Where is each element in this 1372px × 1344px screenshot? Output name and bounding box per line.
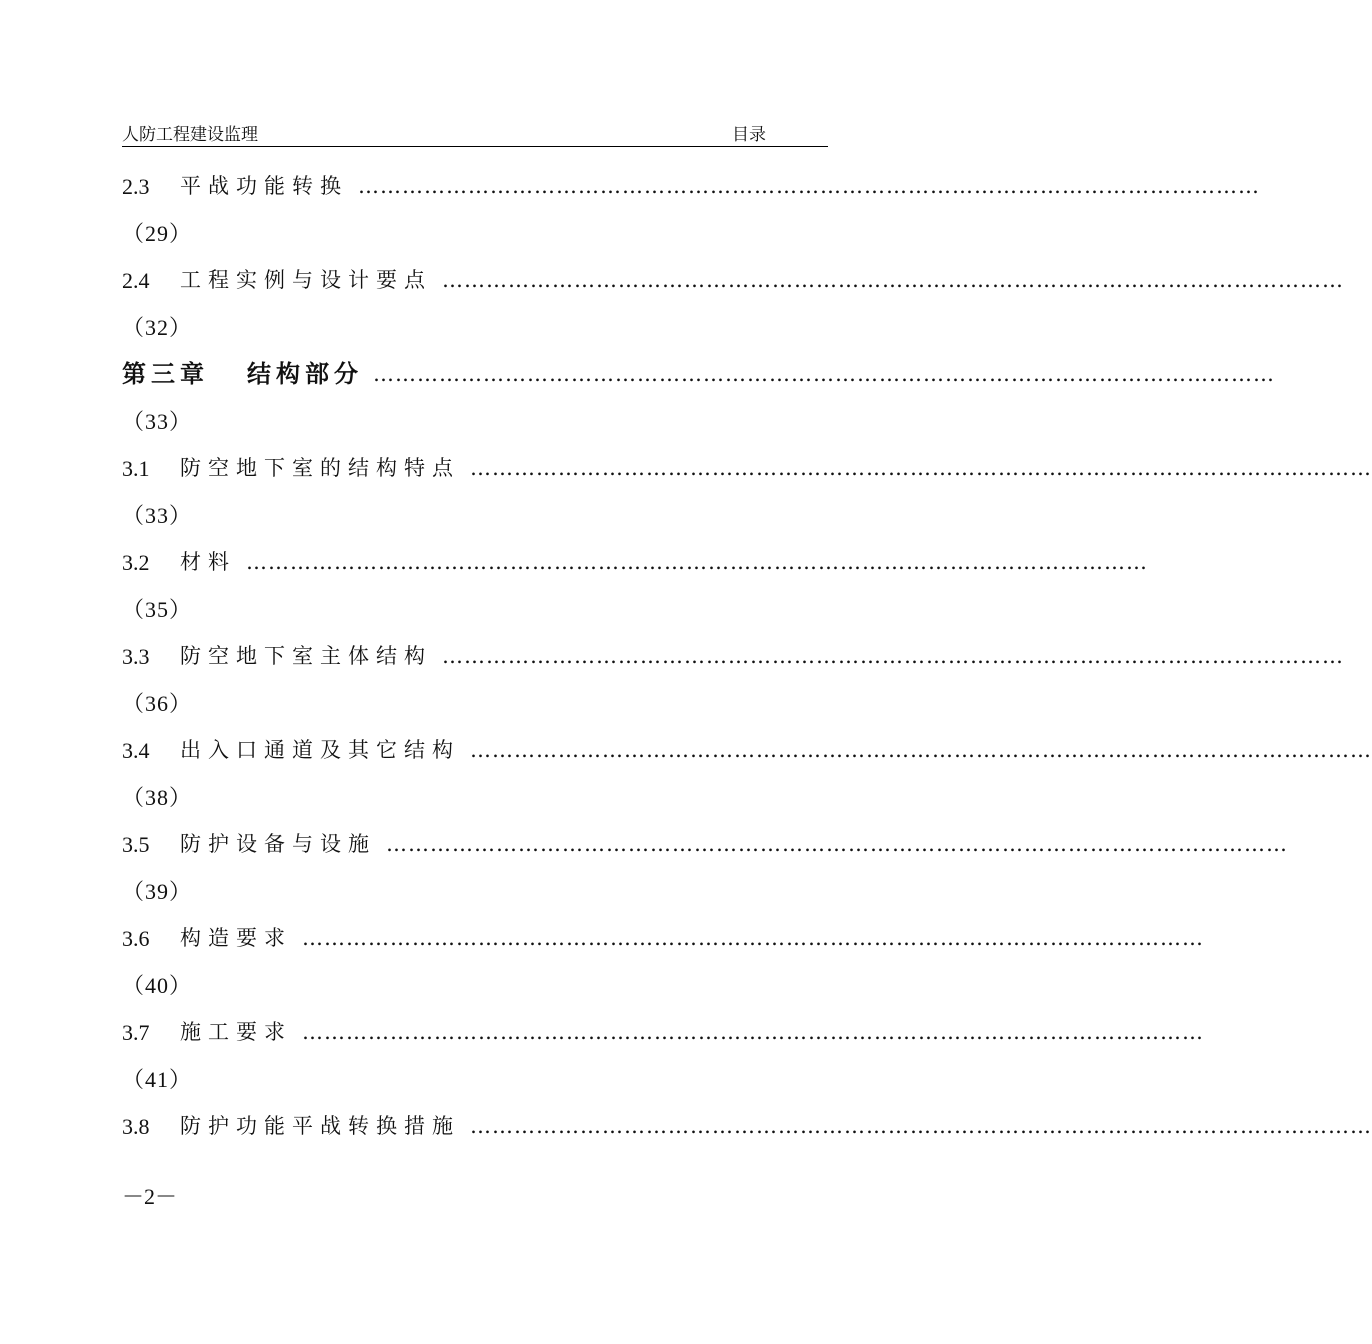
page-header	[122, 116, 828, 147]
toc-entry-title: 平战功能转换	[180, 174, 348, 198]
toc-leader-dots: ……………………………………………………………………………………………………………	[442, 268, 1344, 292]
toc-entry-title: 防护功能平战转换措施	[180, 1114, 460, 1138]
toc-entry[interactable]	[122, 633, 1344, 680]
toc-entry-page: （35）	[122, 597, 193, 622]
toc-leader-dots: ……………………………………………………………………………………………………………	[470, 738, 1372, 762]
toc-entry-number: 3.7	[122, 1020, 150, 1045]
toc-entry-title: 防空地下室主体结构	[180, 644, 432, 668]
toc-entry-number: 2.3	[122, 174, 150, 199]
toc-entry[interactable]	[122, 727, 1372, 774]
toc-entry[interactable]	[122, 539, 1148, 586]
toc-entry-title: 材料	[180, 550, 236, 574]
toc-entry[interactable]	[122, 257, 1344, 304]
toc-entry-title: 工程实例与设计要点	[180, 268, 432, 292]
toc-entry-number: 3.5	[122, 832, 150, 857]
toc-entry-number: 3.8	[122, 1114, 150, 1139]
toc-leader-dots: ……………………………………………………………………………………………………………	[470, 456, 1372, 480]
toc-leader-dots: ……………………………………………………………………………………………………………	[302, 1020, 1204, 1044]
toc-leader-dots: ……………………………………………………………………………………………………………	[373, 362, 1275, 386]
toc-entry-title: 构造要求	[180, 926, 292, 950]
toc-leader-dots: ……………………………………………………………………………………………………………	[302, 926, 1204, 950]
toc-entry-page: （36）	[122, 691, 193, 716]
toc-entry-title: 防空地下室的结构特点	[180, 456, 460, 480]
toc-leader-dots: ……………………………………………………………………………………………………………	[358, 174, 1260, 198]
toc-entry-number: 3.6	[122, 926, 150, 951]
toc-entry-title: 出入口通道及其它结构	[180, 738, 460, 762]
toc-entry-page: （39）	[122, 879, 193, 904]
toc-entry-page: （33）	[122, 409, 193, 434]
toc-chapter-entry[interactable]	[122, 351, 1275, 398]
toc-chapter-title: 结构部分	[247, 360, 363, 388]
toc-entry[interactable]	[122, 445, 1372, 492]
toc-entry-page: （29）	[122, 221, 193, 246]
toc-entry-page: （32）	[122, 315, 193, 340]
toc-entry-number: 3.4	[122, 738, 150, 763]
toc-entry[interactable]	[122, 163, 1260, 210]
toc-entry-number: 3.3	[122, 644, 150, 669]
toc-entry-number: 3.2	[122, 550, 150, 575]
header-book-title: 人防工程建设监理	[122, 125, 258, 145]
header-section-title: 目录	[732, 125, 766, 145]
toc-entry[interactable]	[122, 1103, 1372, 1150]
toc-entry-title: 防护设备与设施	[180, 832, 376, 856]
toc-entry-page: （41）	[122, 1067, 193, 1092]
toc-leader-dots: ……………………………………………………………………………………………………………	[246, 550, 1148, 574]
toc-leader-dots: ……………………………………………………………………………………………………………	[470, 1114, 1372, 1138]
toc-entry-page: （40）	[122, 973, 193, 998]
toc-entry[interactable]	[122, 1009, 1204, 1056]
toc-entry[interactable]	[122, 915, 1204, 962]
toc-entry-page: （33）	[122, 503, 193, 528]
toc-leader-dots: ……………………………………………………………………………………………………………	[386, 832, 1288, 856]
toc-entry-page: （38）	[122, 785, 193, 810]
table-of-contents	[122, 163, 1372, 1150]
toc-leader-dots: ……………………………………………………………………………………………………………	[442, 644, 1344, 668]
toc-entry-number: 2.4	[122, 268, 150, 293]
page-number: －2－	[122, 1184, 178, 1209]
toc-entry-title: 施工要求	[180, 1020, 292, 1044]
toc-entry[interactable]	[122, 821, 1288, 868]
toc-entry-number: 3.1	[122, 456, 150, 481]
toc-chapter-number: 第三章	[122, 360, 209, 388]
